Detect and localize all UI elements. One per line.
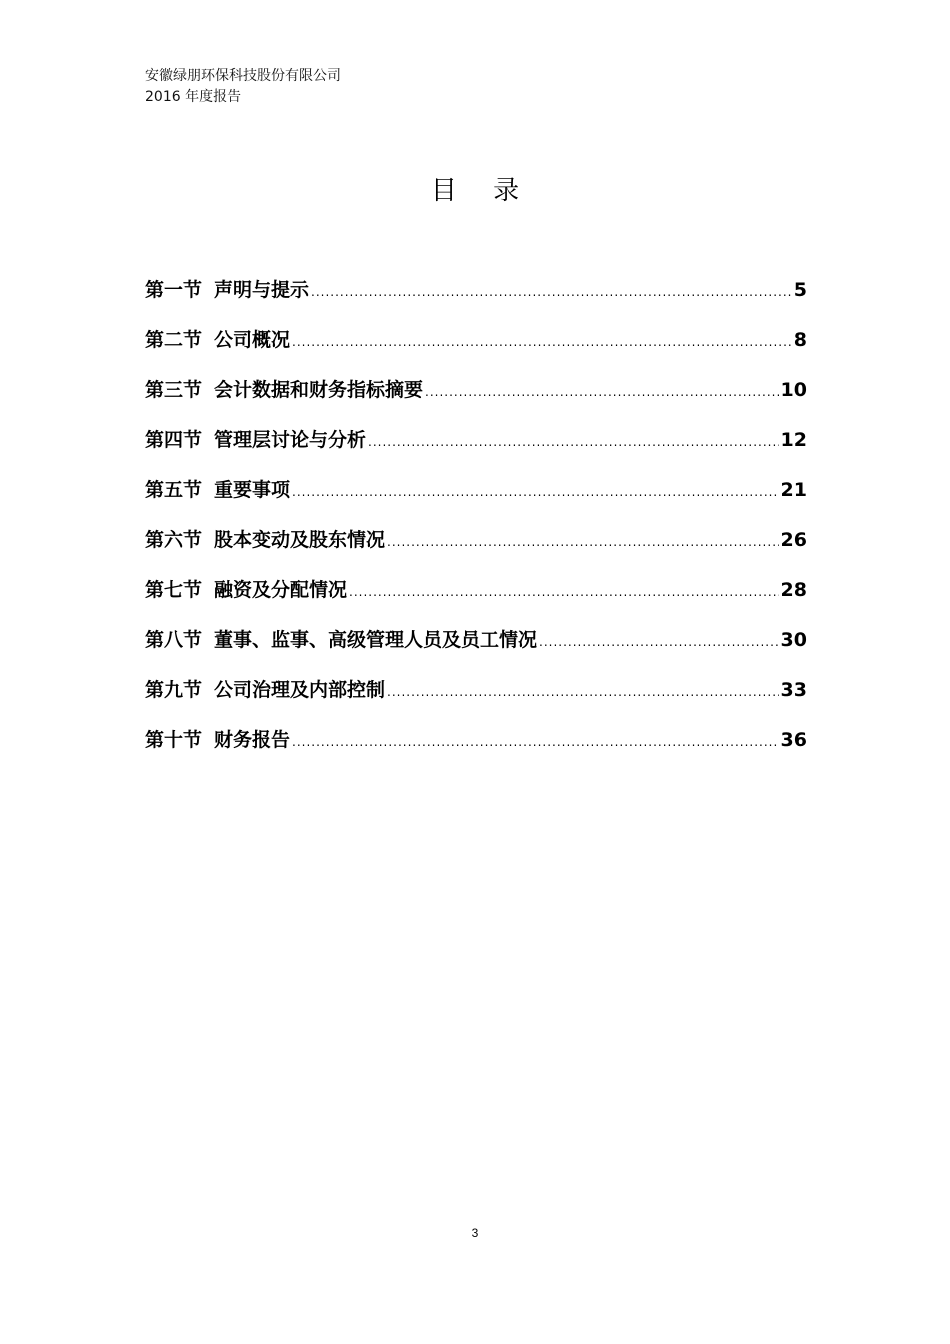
toc-entry-title: 重要事项 bbox=[214, 479, 291, 501]
toc-leader bbox=[368, 435, 779, 449]
toc-entry[interactable] bbox=[145, 575, 807, 625]
toc-entry[interactable] bbox=[145, 625, 807, 675]
company-name: 安徽绿朋环保科技股份有限公司 bbox=[145, 68, 341, 84]
toc-entry-title: 管理层讨论与分析 bbox=[214, 429, 367, 451]
toc-entry-title: 股本变动及股东情况 bbox=[214, 529, 386, 551]
toc-page: 33 bbox=[780, 679, 807, 701]
toc-page: 10 bbox=[780, 379, 807, 401]
toc-page: 21 bbox=[780, 479, 807, 501]
toc-section: 第二节 bbox=[145, 329, 203, 351]
toc-entry[interactable] bbox=[145, 425, 807, 475]
toc-leader bbox=[292, 335, 792, 349]
toc-page: 12 bbox=[780, 429, 807, 451]
toc-leader bbox=[311, 285, 792, 299]
toc-entry[interactable] bbox=[145, 375, 807, 425]
toc-section: 第五节 bbox=[145, 479, 203, 501]
toc-entry[interactable] bbox=[145, 325, 807, 375]
toc-page: 30 bbox=[780, 629, 807, 651]
toc-leader bbox=[292, 735, 779, 749]
toc-entry[interactable] bbox=[145, 275, 807, 325]
toc-page: 28 bbox=[780, 579, 807, 601]
toc-section: 第一节 bbox=[145, 279, 203, 301]
toc-entry[interactable] bbox=[145, 525, 807, 575]
report-name: 2016 年度报告 bbox=[145, 89, 242, 105]
toc-leader bbox=[387, 685, 779, 699]
toc-entry-title: 财务报告 bbox=[214, 729, 291, 751]
toc-entry-title: 融资及分配情况 bbox=[214, 579, 348, 601]
toc-entry[interactable] bbox=[145, 725, 807, 775]
toc-entry[interactable] bbox=[145, 475, 807, 525]
toc-section: 第四节 bbox=[145, 429, 203, 451]
toc-page: 8 bbox=[793, 329, 807, 351]
toc-page: 5 bbox=[793, 279, 807, 301]
toc-page: 26 bbox=[780, 529, 807, 551]
toc-section: 第七节 bbox=[145, 579, 203, 601]
toc-section: 第十节 bbox=[145, 729, 203, 751]
toc-leader bbox=[539, 635, 779, 649]
page-number: 3 bbox=[471, 1226, 479, 1240]
toc-section: 第九节 bbox=[145, 679, 203, 701]
toc-title: 目 录 bbox=[430, 176, 534, 206]
page-header bbox=[145, 66, 341, 108]
toc-leader bbox=[349, 585, 779, 599]
toc-section: 第三节 bbox=[145, 379, 203, 401]
table-of-contents bbox=[145, 275, 807, 775]
toc-page: 36 bbox=[780, 729, 807, 751]
toc-leader bbox=[292, 485, 779, 499]
toc-entry-title: 董事、监事、高级管理人员及员工情况 bbox=[214, 629, 538, 651]
toc-leader bbox=[387, 535, 779, 549]
toc-section: 第六节 bbox=[145, 529, 203, 551]
toc-section: 第八节 bbox=[145, 629, 203, 651]
toc-entry-title: 会计数据和财务指标摘要 bbox=[214, 379, 424, 401]
toc-entry-title: 声明与提示 bbox=[214, 279, 310, 301]
toc-entry-title: 公司概况 bbox=[214, 329, 291, 351]
toc-entry[interactable] bbox=[145, 675, 807, 725]
toc-entry-title: 公司治理及内部控制 bbox=[214, 679, 386, 701]
toc-leader bbox=[425, 385, 779, 399]
